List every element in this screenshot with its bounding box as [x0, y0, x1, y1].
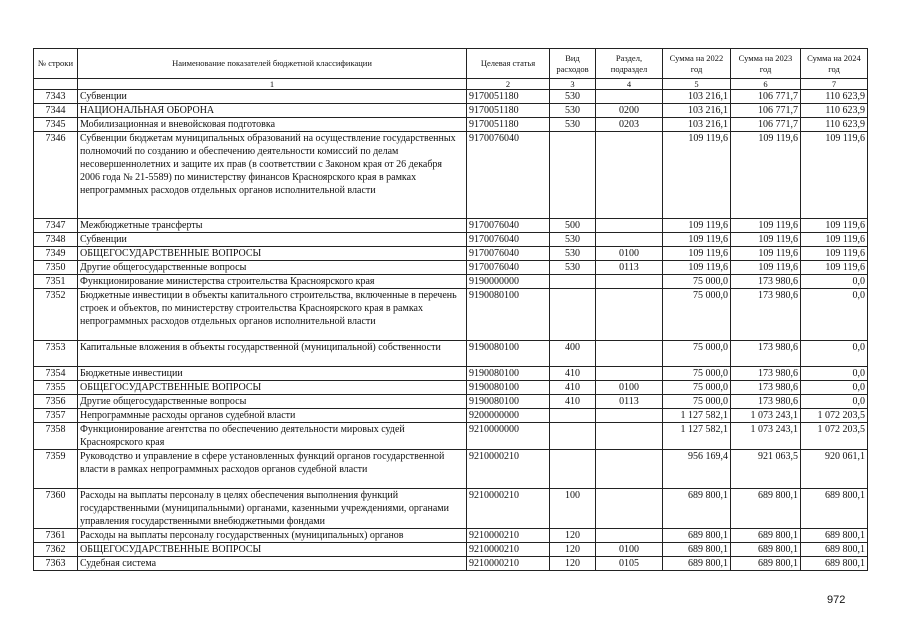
row-sum-2022: 75 000,0	[663, 395, 731, 409]
row-sum-2023: 173 980,6	[731, 395, 801, 409]
row-sum-2022: 103 216,1	[663, 90, 731, 104]
row-name: ОБЩЕГОСУДАРСТВЕННЫЕ ВОПРОСЫ	[78, 543, 467, 557]
row-razdel	[596, 409, 663, 423]
row-number: 7348	[34, 233, 78, 247]
row-sum-2023: 173 980,6	[731, 341, 801, 367]
row-vid	[550, 132, 596, 219]
row-razdel	[596, 367, 663, 381]
row-razdel	[596, 275, 663, 289]
row-sum-2024: 0,0	[801, 289, 868, 341]
row-sum-2022: 109 119,6	[663, 132, 731, 219]
row-name: Субвенции бюджетам муниципальных образований на осуществление государственных полномочий по созданию и обеспечению деятельности комиссий по делам несовершеннолетних и защите их прав (в соответствии с Законом края от 26 декабря 2006 года № 21-5589) по министерству финансов Красноярского края в рамках непрограммных расходов отдельных органов исполнительной власти	[78, 132, 467, 219]
table-row	[34, 118, 868, 132]
row-razdel: 0200	[596, 104, 663, 118]
row-vid: 530	[550, 247, 596, 261]
row-sum-2022: 689 800,1	[663, 529, 731, 543]
row-sum-2024: 109 119,6	[801, 132, 868, 219]
row-razdel	[596, 341, 663, 367]
page-number: 972	[827, 594, 846, 606]
row-sum-2023: 109 119,6	[731, 219, 801, 233]
row-sum-2022: 75 000,0	[663, 381, 731, 395]
header-sum-2024: Сумма на 2024 год	[801, 49, 868, 79]
row-razdel	[596, 90, 663, 104]
col-number: 7	[801, 79, 868, 90]
col-number: 2	[467, 79, 550, 90]
row-target-code: 9210000210	[467, 529, 550, 543]
row-sum-2023: 109 119,6	[731, 132, 801, 219]
row-target-code: 9200000000	[467, 409, 550, 423]
table-row	[34, 395, 868, 409]
table-row	[34, 289, 868, 341]
row-name: Субвенции	[78, 90, 467, 104]
table-row	[34, 367, 868, 381]
row-sum-2024: 689 800,1	[801, 489, 868, 529]
row-sum-2022: 956 169,4	[663, 450, 731, 489]
row-name: Капитальные вложения в объекты государственной (муниципальной) собственности	[78, 341, 467, 367]
row-vid: 530	[550, 233, 596, 247]
row-sum-2022: 109 119,6	[663, 261, 731, 275]
row-target-code: 9210000000	[467, 423, 550, 450]
row-razdel	[596, 289, 663, 341]
row-sum-2023: 689 800,1	[731, 543, 801, 557]
table-row	[34, 423, 868, 450]
row-number: 7362	[34, 543, 78, 557]
row-sum-2023: 1 073 243,1	[731, 423, 801, 450]
row-name: Функционирование министерства строительства Красноярского края	[78, 275, 467, 289]
row-name: Другие общегосударственные вопросы	[78, 261, 467, 275]
row-name: Руководство и управление в сфере установленных функций органов государственной власти в рамках непрограммных расходов органов судебной власти	[78, 450, 467, 489]
column-number-row	[34, 79, 868, 90]
row-number: 7349	[34, 247, 78, 261]
col-number	[34, 79, 78, 90]
row-target-code: 9210000210	[467, 450, 550, 489]
row-name: Бюджетные инвестиции	[78, 367, 467, 381]
row-sum-2023: 1 073 243,1	[731, 409, 801, 423]
row-razdel: 0100	[596, 543, 663, 557]
row-vid	[550, 409, 596, 423]
row-sum-2024: 0,0	[801, 381, 868, 395]
row-target-code: 9170051180	[467, 118, 550, 132]
row-number: 7344	[34, 104, 78, 118]
row-target-code: 9190080100	[467, 289, 550, 341]
table-row	[34, 247, 868, 261]
row-sum-2022: 109 119,6	[663, 233, 731, 247]
row-sum-2022: 109 119,6	[663, 247, 731, 261]
row-target-code: 9170051180	[467, 104, 550, 118]
row-number: 7355	[34, 381, 78, 395]
row-vid: 530	[550, 104, 596, 118]
table-row	[34, 557, 868, 571]
row-vid: 530	[550, 261, 596, 275]
row-sum-2022: 103 216,1	[663, 104, 731, 118]
row-name: Непрограммные расходы органов судебной власти	[78, 409, 467, 423]
row-sum-2022: 1 127 582,1	[663, 423, 731, 450]
row-number: 7350	[34, 261, 78, 275]
row-razdel	[596, 489, 663, 529]
row-number: 7356	[34, 395, 78, 409]
row-sum-2024: 109 119,6	[801, 219, 868, 233]
row-number: 7347	[34, 219, 78, 233]
table-row	[34, 543, 868, 557]
row-sum-2024: 689 800,1	[801, 557, 868, 571]
row-name: НАЦИОНАЛЬНАЯ ОБОРОНА	[78, 104, 467, 118]
row-sum-2024: 0,0	[801, 395, 868, 409]
row-sum-2023: 109 119,6	[731, 233, 801, 247]
header-sum-2022: Сумма на 2022 год	[663, 49, 731, 79]
row-sum-2023: 173 980,6	[731, 275, 801, 289]
row-number: 7353	[34, 341, 78, 367]
row-sum-2022: 109 119,6	[663, 219, 731, 233]
row-vid: 120	[550, 557, 596, 571]
row-name: Судебная система	[78, 557, 467, 571]
row-target-code: 9170076040	[467, 247, 550, 261]
row-razdel: 0113	[596, 261, 663, 275]
row-sum-2022: 103 216,1	[663, 118, 731, 132]
row-sum-2024: 0,0	[801, 275, 868, 289]
row-sum-2023: 689 800,1	[731, 489, 801, 529]
row-vid: 530	[550, 90, 596, 104]
table-row	[34, 104, 868, 118]
row-target-code: 9190080100	[467, 395, 550, 409]
row-number: 7358	[34, 423, 78, 450]
row-sum-2022: 75 000,0	[663, 367, 731, 381]
row-razdel	[596, 529, 663, 543]
row-sum-2024: 0,0	[801, 341, 868, 367]
row-razdel	[596, 233, 663, 247]
row-sum-2024: 0,0	[801, 367, 868, 381]
table-row	[34, 219, 868, 233]
row-sum-2023: 689 800,1	[731, 557, 801, 571]
row-target-code: 9170076040	[467, 233, 550, 247]
row-razdel: 0105	[596, 557, 663, 571]
header-row	[34, 49, 868, 79]
table-row	[34, 381, 868, 395]
table-row	[34, 90, 868, 104]
header-sum-2023: Сумма на 2023 год	[731, 49, 801, 79]
row-sum-2022: 75 000,0	[663, 341, 731, 367]
row-vid: 530	[550, 118, 596, 132]
row-sum-2024: 110 623,9	[801, 90, 868, 104]
row-sum-2023: 106 771,7	[731, 90, 801, 104]
row-razdel	[596, 219, 663, 233]
table-row	[34, 233, 868, 247]
row-vid	[550, 423, 596, 450]
row-sum-2022: 689 800,1	[663, 489, 731, 529]
row-number: 7363	[34, 557, 78, 571]
row-sum-2022: 689 800,1	[663, 543, 731, 557]
row-vid	[550, 275, 596, 289]
budget-table	[33, 48, 868, 571]
row-target-code: 9170076040	[467, 219, 550, 233]
row-sum-2022: 1 127 582,1	[663, 409, 731, 423]
row-number: 7345	[34, 118, 78, 132]
row-sum-2022: 75 000,0	[663, 275, 731, 289]
table-row	[34, 275, 868, 289]
col-number: 3	[550, 79, 596, 90]
row-number: 7360	[34, 489, 78, 529]
row-number: 7352	[34, 289, 78, 341]
row-sum-2024: 109 119,6	[801, 233, 868, 247]
row-name: ОБЩЕГОСУДАРСТВЕННЫЕ ВОПРОСЫ	[78, 247, 467, 261]
row-sum-2024: 1 072 203,5	[801, 409, 868, 423]
row-vid: 500	[550, 219, 596, 233]
row-number: 7354	[34, 367, 78, 381]
row-sum-2024: 689 800,1	[801, 543, 868, 557]
row-razdel: 0113	[596, 395, 663, 409]
row-target-code: 9190080100	[467, 367, 550, 381]
row-vid: 400	[550, 341, 596, 367]
row-sum-2023: 109 119,6	[731, 261, 801, 275]
row-target-code: 9190080100	[467, 381, 550, 395]
row-sum-2024: 110 623,9	[801, 104, 868, 118]
row-razdel	[596, 423, 663, 450]
row-name: Мобилизационная и вневойсковая подготовка	[78, 118, 467, 132]
row-target-code: 9210000210	[467, 489, 550, 529]
row-vid: 410	[550, 367, 596, 381]
row-target-code: 9170051180	[467, 90, 550, 104]
row-number: 7361	[34, 529, 78, 543]
row-name: Межбюджетные трансферты	[78, 219, 467, 233]
row-name: Другие общегосударственные вопросы	[78, 395, 467, 409]
header-name: Наименование показателей бюджетной классификации	[78, 49, 467, 79]
row-number: 7351	[34, 275, 78, 289]
row-sum-2023: 173 980,6	[731, 381, 801, 395]
row-sum-2023: 106 771,7	[731, 104, 801, 118]
row-sum-2022: 689 800,1	[663, 557, 731, 571]
row-razdel: 0100	[596, 381, 663, 395]
row-razdel	[596, 450, 663, 489]
row-sum-2023: 109 119,6	[731, 247, 801, 261]
header-target: Целевая статья	[467, 49, 550, 79]
row-vid: 410	[550, 395, 596, 409]
row-sum-2024: 920 061,1	[801, 450, 868, 489]
row-sum-2024: 689 800,1	[801, 529, 868, 543]
row-name: Бюджетные инвестиции в объекты капитального строительства, включенные в перечень строек и объектов, по министерству строительства Красноярского края в рамках непрограммных расходов отдельных органов исполнительной власти	[78, 289, 467, 341]
row-sum-2024: 110 623,9	[801, 118, 868, 132]
table-row	[34, 489, 868, 529]
row-vid	[550, 450, 596, 489]
row-sum-2024: 109 119,6	[801, 261, 868, 275]
table-row	[34, 341, 868, 367]
row-name: Функционирование агентства по обеспечению деятельности мировых судей Красноярского края	[78, 423, 467, 450]
row-sum-2023: 106 771,7	[731, 118, 801, 132]
row-razdel: 0203	[596, 118, 663, 132]
header-row-no: № строки	[34, 49, 78, 79]
row-target-code: 9190000000	[467, 275, 550, 289]
row-name: Расходы на выплаты персоналу в целях обеспечения выполнения функций государственными (муниципальными) органами, казенными учреждениями, органами управления государственными внебюджетными фондами	[78, 489, 467, 529]
header-razdel: Раздел, подраздел	[596, 49, 663, 79]
row-target-code: 9170076040	[467, 261, 550, 275]
row-name: ОБЩЕГОСУДАРСТВЕННЫЕ ВОПРОСЫ	[78, 381, 467, 395]
table-body	[34, 90, 868, 571]
header-vid: Вид расходов	[550, 49, 596, 79]
row-target-code: 9210000210	[467, 543, 550, 557]
row-sum-2023: 921 063,5	[731, 450, 801, 489]
row-target-code: 9190080100	[467, 341, 550, 367]
row-number: 7343	[34, 90, 78, 104]
table-row	[34, 529, 868, 543]
row-name: Субвенции	[78, 233, 467, 247]
row-number: 7346	[34, 132, 78, 219]
col-number: 4	[596, 79, 663, 90]
row-number: 7359	[34, 450, 78, 489]
table-row	[34, 409, 868, 423]
row-razdel: 0100	[596, 247, 663, 261]
row-vid: 100	[550, 489, 596, 529]
table-row	[34, 132, 868, 219]
table-row	[34, 261, 868, 275]
row-sum-2024: 109 119,6	[801, 247, 868, 261]
table-row	[34, 450, 868, 489]
row-razdel	[596, 132, 663, 219]
col-number: 6	[731, 79, 801, 90]
row-sum-2023: 689 800,1	[731, 529, 801, 543]
row-sum-2022: 75 000,0	[663, 289, 731, 341]
row-sum-2024: 1 072 203,5	[801, 423, 868, 450]
row-sum-2023: 173 980,6	[731, 289, 801, 341]
col-number: 1	[78, 79, 467, 90]
row-name: Расходы на выплаты персоналу государственных (муниципальных) органов	[78, 529, 467, 543]
row-vid	[550, 289, 596, 341]
col-number: 5	[663, 79, 731, 90]
row-vid: 120	[550, 543, 596, 557]
row-target-code: 9210000210	[467, 557, 550, 571]
row-sum-2023: 173 980,6	[731, 367, 801, 381]
row-target-code: 9170076040	[467, 132, 550, 219]
row-vid: 120	[550, 529, 596, 543]
row-vid: 410	[550, 381, 596, 395]
row-number: 7357	[34, 409, 78, 423]
